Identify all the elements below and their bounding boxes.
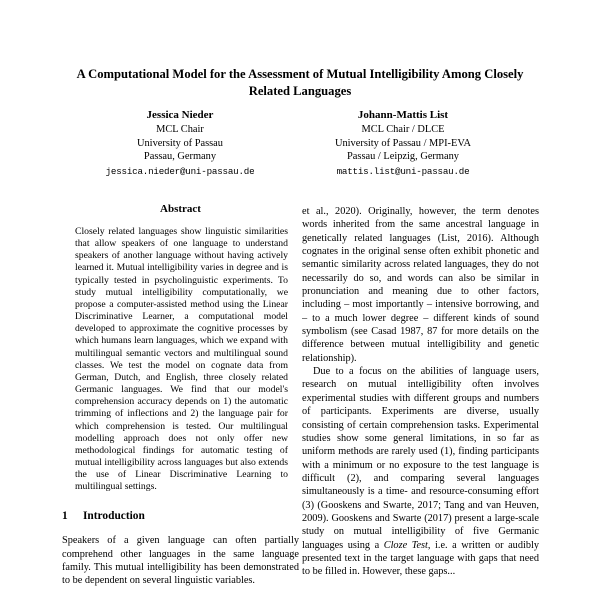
introduction-paragraph: Speakers of a given language can often partially comprehend other languages in the same language family. This mutual intelligibility has been demonstrated to be dependent on several linguistic variables. [62,535,299,587]
author-name: Johann-Mattis List [357,109,449,121]
author-affiliation: MCL Chair [156,124,204,136]
abstract-body: Closely related languages show linguistic similarities that allow speakers of one language to understand speakers of another language without having actively learned it. Mutual intelligibility varies in degree and is typically tested in psycholinguistic experiments. To study mutual intelligibility computationally, we propose a computer-assisted method using the Linear Discriminative Learner, a computational model developed to approximate the cognitive processes by which humans learn languages, which we expand with multilingual semantic vectors and multilingual sound classes. We test the model on cognate data from German, Dutch, and English, three closely related Germanic languages. We find that our model's comprehension accuracy depends on 1) the automatic trimming of inflections and 2) the language pair for which comprehension is tested. Our multilingual modelling approach does not only offer new methodological findings for automatic testing of mutual intelligibility across languages but also extends the use of Linear Discriminative Learning to multilingual settings. [75,226,288,493]
paragraph-text: Due to a focus on the abilities of language users, research on mutual intelligibility often involves experimental studies with different groups and numbers of participants. Experiments are diverse, usually consisting of certain comprehension tasks. Experimental studies show some general limitations, in so far as uniform methods are rarely used (1), finding participants with a minimum or no exposure to the test language is difficult (2), and comparing several languages simultaneously is a time- and resource-consuming effort (3) (Gooskens and Swarte, 2017; Tang and van Heuven, 2009). Gooskens and Swarte (2017) present a large-scale study on mutual intelligibility of five Germanic languages using a [302,366,539,551]
section-heading-introduction [62,510,299,522]
author-name: Jessica Nieder [146,109,214,121]
author-email: mattis.list@uni-passau.de [336,165,470,177]
author-block-2 [283,109,523,178]
author-affiliation: Passau / Leipzig, Germany [347,151,459,163]
author-affiliation: University of Passau [136,137,223,149]
abstract-heading: Abstract [160,203,201,215]
right-column [302,205,539,600]
author-affiliation: Passau, Germany [143,151,217,163]
paragraph-text: , i.e. a written or audibly presented text in the target language with gaps that need to be filled in. However, these gaps... [302,539,539,578]
section-title: Introduction [83,510,145,523]
paper-title: A Computational Model for the Assessment of Mutual Intelligibility Among Closely Related Languages [76,67,524,98]
author-block-1 [60,109,300,178]
body-paragraph [302,365,539,579]
cloze-test-term: Cloze Test [383,539,428,551]
section-number: 1 [62,510,68,523]
author-affiliation: University of Passau / MPI-EVA [334,137,472,149]
body-paragraph: et al., 2020). Originally, however, the term denotes words inherited from the same ancestral language in genetically related languages (List, 2016). Although cognates in the original sense often exhibit phonetic and semantic similarity across related languages, they do not necessarily do so, and words can also be similar in pronunciation and meaning due to other factors, including – most importantly – intensive borrowing, and – to a much lower degree – different kinds of sound symbolism (see Casad 1987, 87 for more details on the difference between mutual intelligibility and genetic relationship). [302,206,539,364]
left-column [62,203,299,600]
author-email: jessica.nieder@uni-passau.de [105,165,255,177]
author-affiliation: MCL Chair / DLCE [361,124,445,136]
